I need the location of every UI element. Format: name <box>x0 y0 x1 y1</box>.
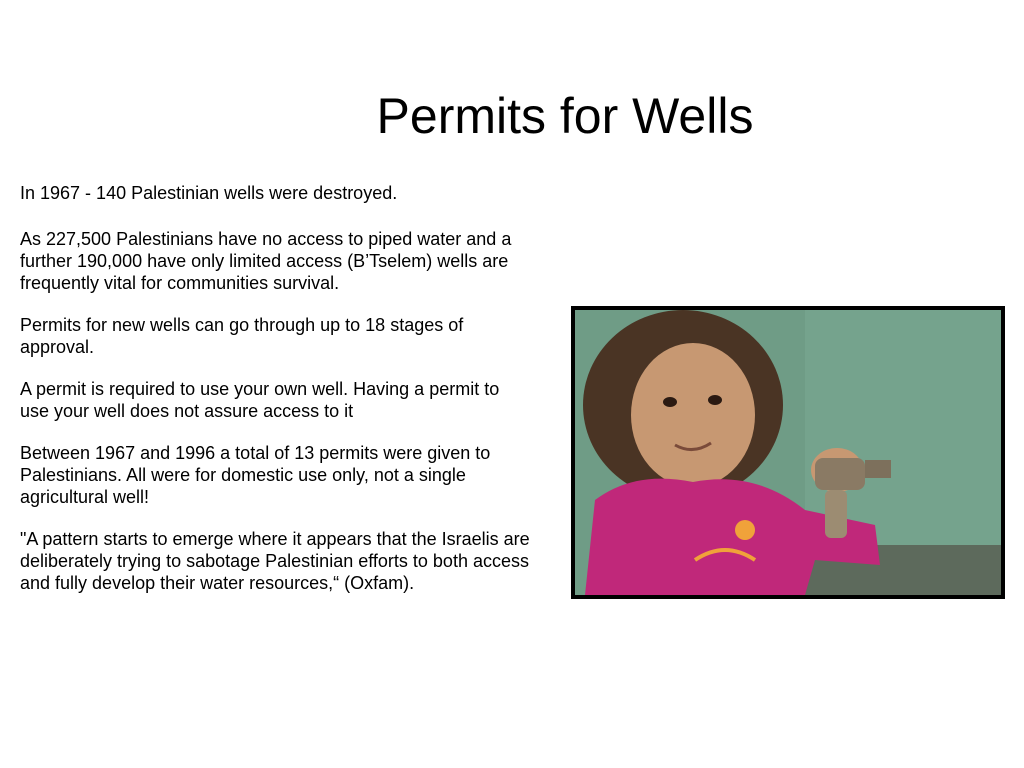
paragraph-oxfam-quote: "A pattern starts to emerge where it appears that the Israelis are deliberately trying to sabotage Palestinian efforts to both access and fully develop their water resources,“ (Oxfam). <box>20 529 530 593</box>
paragraph-permits-given: Between 1967 and 1996 a total of 13 permits were given to Palestinians. All were for domestic use only, not a single agricultural well! <box>20 443 491 507</box>
paragraph-wells-destroyed: In 1967 - 140 Palestinian wells were destroyed. <box>20 183 398 203</box>
paragraph-permit-required: A permit is required to use your own well. Having a permit to use your well does not assure access to it <box>20 379 500 421</box>
girl-face <box>631 343 755 487</box>
water-tap <box>815 458 865 490</box>
paragraph-piped-water: As 227,500 Palestinians have no access to piped water and a further 190,000 have only limited access (B’Tselem) wells are frequently vital for communities survival. <box>20 229 512 293</box>
photo-illustration <box>575 310 1001 595</box>
slide-title: Permits for Wells <box>376 88 754 144</box>
girl-at-water-tap-photo <box>571 306 1005 599</box>
body-text <box>20 182 530 614</box>
paragraph-approval-stages: Permits for new wells can go through up to 18 stages of approval. <box>20 315 464 357</box>
